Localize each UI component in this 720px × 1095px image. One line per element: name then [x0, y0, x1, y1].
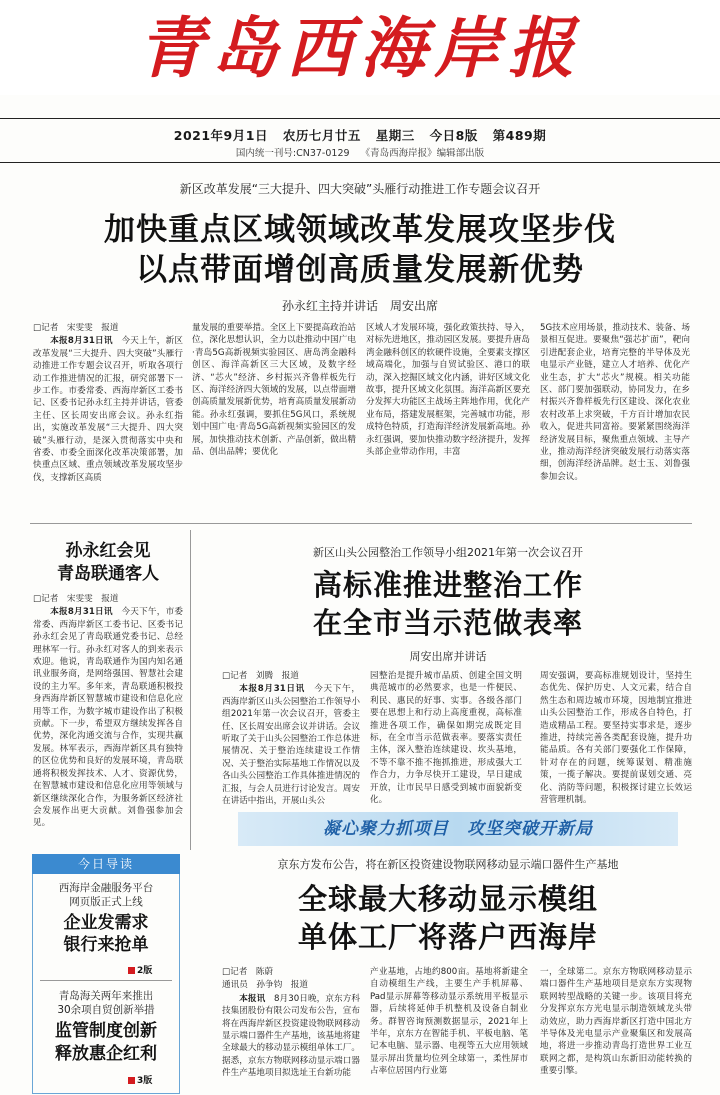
guide2-headline-1[interactable]: 监管制度创新 [55, 1021, 157, 1041]
publisher: 《青岛西海岸报》编辑部出版 [360, 148, 485, 159]
page-marker-icon [128, 967, 135, 974]
side1-reporter: □记者 宋雯雯 报道 [33, 594, 119, 604]
lead-kicker: 新区改革发展“三大提升、四大突破”头雁行动推进工作专题会议召开 [179, 182, 541, 196]
lead-column-4 [540, 322, 690, 520]
page-count: 今日8版 [429, 128, 478, 143]
lead-text-2: 量发展的重要举措。全区上下要提高政治站位，深化思想认识，全力以赴推动中国广电·青岛5G高新视频实验园区、唐岛湾金融科创区、海洋高新区三大区域，及数字经济、“芯火”经济、乡村振兴齐鲁样板先行区、海洋经济四大领域的发展，以点带面增创高质量发展新优势，培育高质量发展新动能。孙永红强调，要抓住5G风口，系统规划中国广电·青岛5G高新视频实验园区的发展，加快推动技术创新、产品创新，做出精品、创出品牌；要优化 [192, 323, 356, 458]
story2-column-3 [540, 670, 692, 810]
newspaper-title: 青岛西海岸报 [138, 9, 582, 87]
story2-dateline: 本报8月31日讯 [239, 684, 305, 695]
story3-text-2: 产业基地，占地约800亩。基地将新建全自动模组生产线，主要生产手机屏幕、Pad显示屏幕等移动显示系统用平板显示器，后续将延伸手机整机及设备自制业务。群智咨询预测数据显示，2021年上半年，京东方在智能手机、平板电脑、笔记本电脑、显示器、电视等五大应用领域显示屏出货量均位列全球第一，柔性屏市占率位居国内行业第 [370, 967, 528, 1077]
side1-headline-1: 孙永红会见 [65, 541, 151, 561]
lead-bottom-rule [30, 523, 692, 524]
lead-byline: 孙永红主持并讲话 周安出席 [281, 299, 438, 313]
lead-column-1 [33, 322, 183, 520]
guide-divider [40, 980, 172, 981]
story2-text-2: 园整治是提升城市品质、创建全国文明典范城市的必然要求，也是一件便民、利民、惠民的好事、实事。各级各部门要在思想上和行动上高度重视，高标准推进各项工作，确保如期完成既定目标，在全市当示范做表率。要落实责任主体，深入整治连续建设、坎头基地，不等不靠不推不拖抓推进，形成强大工作合力，力争尽快开工建设，早日建成开放，让市民早日感受到城市面貌新变化。 [370, 671, 522, 806]
story3-text-3: 一，全球第二。京东方物联网移动显示端口器件生产基地项目是京东方实现物联网转型战略的关键一步。该项目将充分发挥京东方光电显示制造领域龙头带动效应，助力西海岸新区打造中国北方半导体及光电显示产业聚集区和发展高地，将进一步推动青岛打造世界工业互联网之都，是构筑山东新旧动能转换的重要引擎。 [540, 967, 692, 1077]
guide1-page-ref[interactable] [128, 963, 152, 976]
story3-text-1: 8月30日晚，京东方科技集团股份有限公司发布公告，宣布将在西海岸新区投资建设物联网移动显示端口器件生产基地，该基地将建全球最大的移动显示模组单体工厂。据悉，京东方物联网移动显示端口器件生产基地项目拟选址王台新功能 [222, 993, 360, 1079]
weekday: 星期三 [375, 128, 415, 143]
story3-dateline: 本报讯 [239, 993, 266, 1004]
story2-text-3: 周安强调，要高标准规划设计，坚持生态优先、保护历史、人文元素，结合自然生态和周边城市环境，因地制宜推进山头公园整治工作，形成各自特色，打造成精品工程。要坚持实事求是，逐步推进，持续完善各类配套设施，提升功能品质。各有关部门要强化工作保障，针对存在的问题，统筹谋划、精准施策，一揽子解决。要提前谋划交通、亮化、消防等问题，积极探讨建立长效运营管理机制。 [540, 671, 692, 806]
lunar-date: 农历七月廿五 [282, 128, 361, 143]
guide2-headline-2[interactable]: 释放惠企红利 [55, 1044, 157, 1064]
today-guide-header: 今日导读 [32, 854, 180, 874]
side1-dateline: 本报8月31日讯 [50, 607, 113, 618]
lead-text-4: 5G技术应用场景，推动技术、装备、场景相互促进。要聚焦“强芯扩面”，靶向引进配套企业，培育完整的半导体及光电显示产业链，建立人才培养、优化产业生态，扩大“芯火”规模。相关功能区、部门要加强联动，协同发力，在乡村振兴齐鲁样板先行区建设、深化农业农村改革上求突破，千方百计增加农民收入，促进共同富裕。要紧紧围绕海洋经济发展目标，聚焦重点领域、主导产业，推动海洋经济突破发展行动落实落细，创海洋经济品牌。赵士玉、刘鲁强参加会议。 [540, 323, 690, 482]
guide1-page: 2版 [137, 966, 153, 976]
lead-headline-1: 加快重点区域领域改革发展攻坚步伐 [104, 212, 616, 248]
issue-number: 第489期 [492, 128, 547, 143]
story3-column-1 [222, 966, 360, 1095]
lead-column-3 [366, 322, 530, 520]
story2-text-1: 今天下午，西海岸新区山头公园整治工作领导小组2021年第一次会议召开，管委主任、区长周安出席会议并讲话。会议听取了关于山头公园整治工作总体进展情况、关于整治连续建设工作情况、关于整治实际基地工作情况以及各山头公园整治工作具体推进情况的汇报，与会人员进行讨论发言。周安在讲话中指出，开展山头公 [222, 684, 360, 807]
lead-text-3: 区域人才发展环境，强化政策扶持、导入，对标先进地区，推动园区发展。要提升唐岛湾金融科创区的软硬件设施，全要素支撑区域高端化，加强与自贸试验区、港口的联动，深入挖掘区域文化内涵，讲好区域文化故事，提升区域文化氛围。海洋高新区要充分发挥大功能区主战场主阵地作用，优化产业布局，搭建发展框架，完善城市功能，形成特色特质，打造海洋经济发展新高地。孙永红强调，要加快推动数字经济提升，发挥头部企业带动作用，丰富 [366, 323, 530, 458]
guide1-kicker-1: 西海岸金融服务平台 [58, 882, 154, 894]
lead-headline-2: 以点带面增创高质量发展新优势 [136, 252, 584, 288]
guide1-headline-1[interactable]: 企业发需求 [63, 913, 149, 933]
guide1-headline-2[interactable]: 银行来抢单 [63, 935, 149, 955]
guide1-kicker-2: 网页版正式上线 [69, 896, 143, 908]
story3-reporter: □记者 陈蔚 [222, 967, 274, 977]
story2-headline-1: 高标准推进整治工作 [312, 568, 583, 602]
lead-dateline: 本报8月31日讯 [50, 336, 113, 347]
lead-text-1: 今天上午，新区改革发展“三大提升、四大突破”头雁行动推进工作专题会议召开，听取各项行动工作推进情况的汇报，研究部署下一步工作。市委常委、西海岸新区工委书记、区委书记孙永红主持并讲话，管委主任、区长周安出席会议。孙永红指出，实施改革发展“三大提升、四大突破”头雁行动，是深入贯彻落实中央和省委、市委全面深化改革决策部署，加快重点区域、重点领域改革发展攻坚步伐，支撑新区高质 [33, 336, 183, 483]
side-divider [190, 530, 191, 850]
story3-headline-2: 单体工厂将落户西海岸 [297, 920, 598, 954]
banner-slogan: 凝心聚力抓项目 攻坚突破开新局 [323, 819, 593, 839]
story3-reporter-2: 通讯员 孙争钧 报道 [222, 980, 308, 991]
publication-info [0, 145, 720, 159]
story2-column-1 [222, 670, 360, 810]
story3-kicker: 京东方发布公告，将在新区投资建设物联网移动显示端口器件生产基地 [277, 858, 619, 871]
story3-headline-1: 全球最大移动显示模组 [297, 882, 598, 916]
header-bottom-rule [0, 162, 720, 163]
story3-column-3 [540, 966, 692, 1095]
guide2-page-ref[interactable] [128, 1073, 152, 1086]
story2-kicker: 新区山头公园整治工作领导小组2021年第一次会议召开 [313, 546, 583, 559]
guide2-kicker-1: 青岛海关两年来推出 [58, 990, 154, 1002]
masthead-rule [0, 118, 720, 119]
story2-column-2 [370, 670, 522, 810]
story2-reporter: □记者 刘腾 报道 [222, 671, 299, 681]
side1-headline-2: 青岛联通客人 [57, 564, 159, 584]
story2-byline: 周安出席并讲话 [409, 650, 487, 663]
guide2-page: 3版 [137, 1076, 153, 1086]
page-marker-icon [128, 1077, 135, 1084]
side1-column [33, 593, 183, 843]
story2-headline-2: 在全市当示范做表率 [312, 606, 583, 640]
lead-column-2 [192, 322, 356, 520]
issue-date: 2021年9月1日 [173, 128, 268, 143]
side1-text: 今天下午，市委常委、西海岸新区工委书记、区委书记孙永红会见了青岛联通党委书记、总经理林军一行。孙永红对客人的到来表示欢迎。他说，青岛联通作为国内知名通讯业服务商，是网络强国、智慧社会建设的主力军。多年来，青岛联通积极投身西海岸新区智慧城市建设和信息化应用等工作，为数字城市建设作出了积极贡献。下一步，希望双方继续发挥各自优势，深化沟通交流与合作，实现共赢发展。林军表示，西海岸新区具有独特的区位优势和良好的发展环境，青岛联通将积极发挥技术、人才、资源优势，在智慧城市建设和信息化应用等领域与新区继续深化合作，为服务新区经济社会发展作出更大贡献。刘鲁强参加会见。 [33, 607, 183, 829]
dateline [0, 126, 720, 144]
lead-reporter: □记者 宋雯雯 报道 [33, 323, 119, 333]
story3-column-2 [370, 966, 528, 1095]
guide2-kicker-2: 30余项自贸创新举措 [57, 1004, 155, 1016]
cn-number: 国内统一刊号:CN37-0129 [235, 148, 350, 159]
